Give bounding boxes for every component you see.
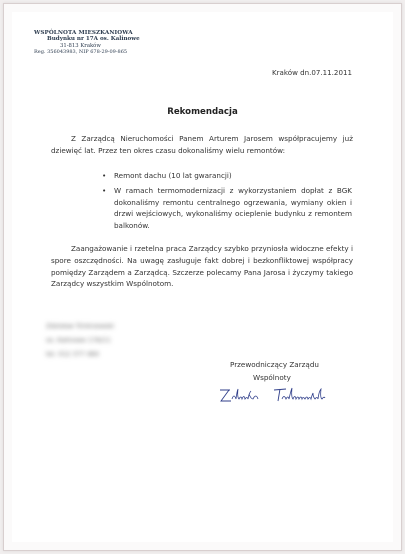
letterhead-stamp — [34, 30, 144, 56]
document-frame — [3, 3, 402, 551]
bullet-dot: • — [102, 171, 107, 180]
letter-date: Kraków dn.07.11.2011 — [271, 68, 352, 77]
bullet-item — [102, 170, 352, 182]
bullet-item — [102, 185, 352, 232]
stamp-line-3: 31-813 Kraków — [60, 42, 101, 49]
stamp-line-4: Reg. 356043983, NIP 678-29-09-865 — [34, 49, 128, 56]
bullet-text: Remont dachu (10 lat gwarancji) — [114, 171, 232, 180]
redacted-address-block: Zdzisław Tchórzewski os. Kalinowe 17A/11 tel. 012 377 484 — [46, 322, 115, 358]
document-page — [12, 12, 393, 542]
letter-title: Rekomendacja — [167, 107, 238, 117]
handwritten-signature — [216, 382, 346, 410]
signature-subtitle: Wspólnoty — [253, 373, 291, 382]
stamp-line-2: Budynku nr 17A os. Kalinowe — [47, 36, 140, 43]
stamp-line-1: WSPÓLNOTA MIESZKANIOWA — [34, 30, 133, 36]
signature-title: Przewodniczący Zarządu — [230, 360, 319, 369]
paragraph-summary: Zaangażowanie i rzetelna praca Zarządcy szybko przyniosła widoczne efekty i spore oszczędności. Na uwagę zasługuje fakt dobrej i bezkonfliktowej współpracy pomiędzy Zarządem a Zarządcą. Szczerze polecamy Pana Jarosa i życzymy takiego Zarządcy wszystkim Wspólnotom. — [51, 244, 353, 289]
bullet-list — [102, 170, 352, 232]
bullet-text: W ramach termomodernizacji z wykorzystaniem dopłat z BGK dokonaliśmy remontu centralnego ogrzewania, wymiany okien i drzwi wejściowych, wykonaliśmy ocieplenie budynku z remontem balkonów. — [114, 185, 352, 231]
paragraph-intro: Z Zarządcą Nieruchomości Panem Arturem Jarosem współpracujemy już dziewięć lat. Przez ten okres czasu dokonaliśmy wielu remontów: — [51, 134, 353, 155]
bullet-dot: • — [102, 185, 107, 195]
